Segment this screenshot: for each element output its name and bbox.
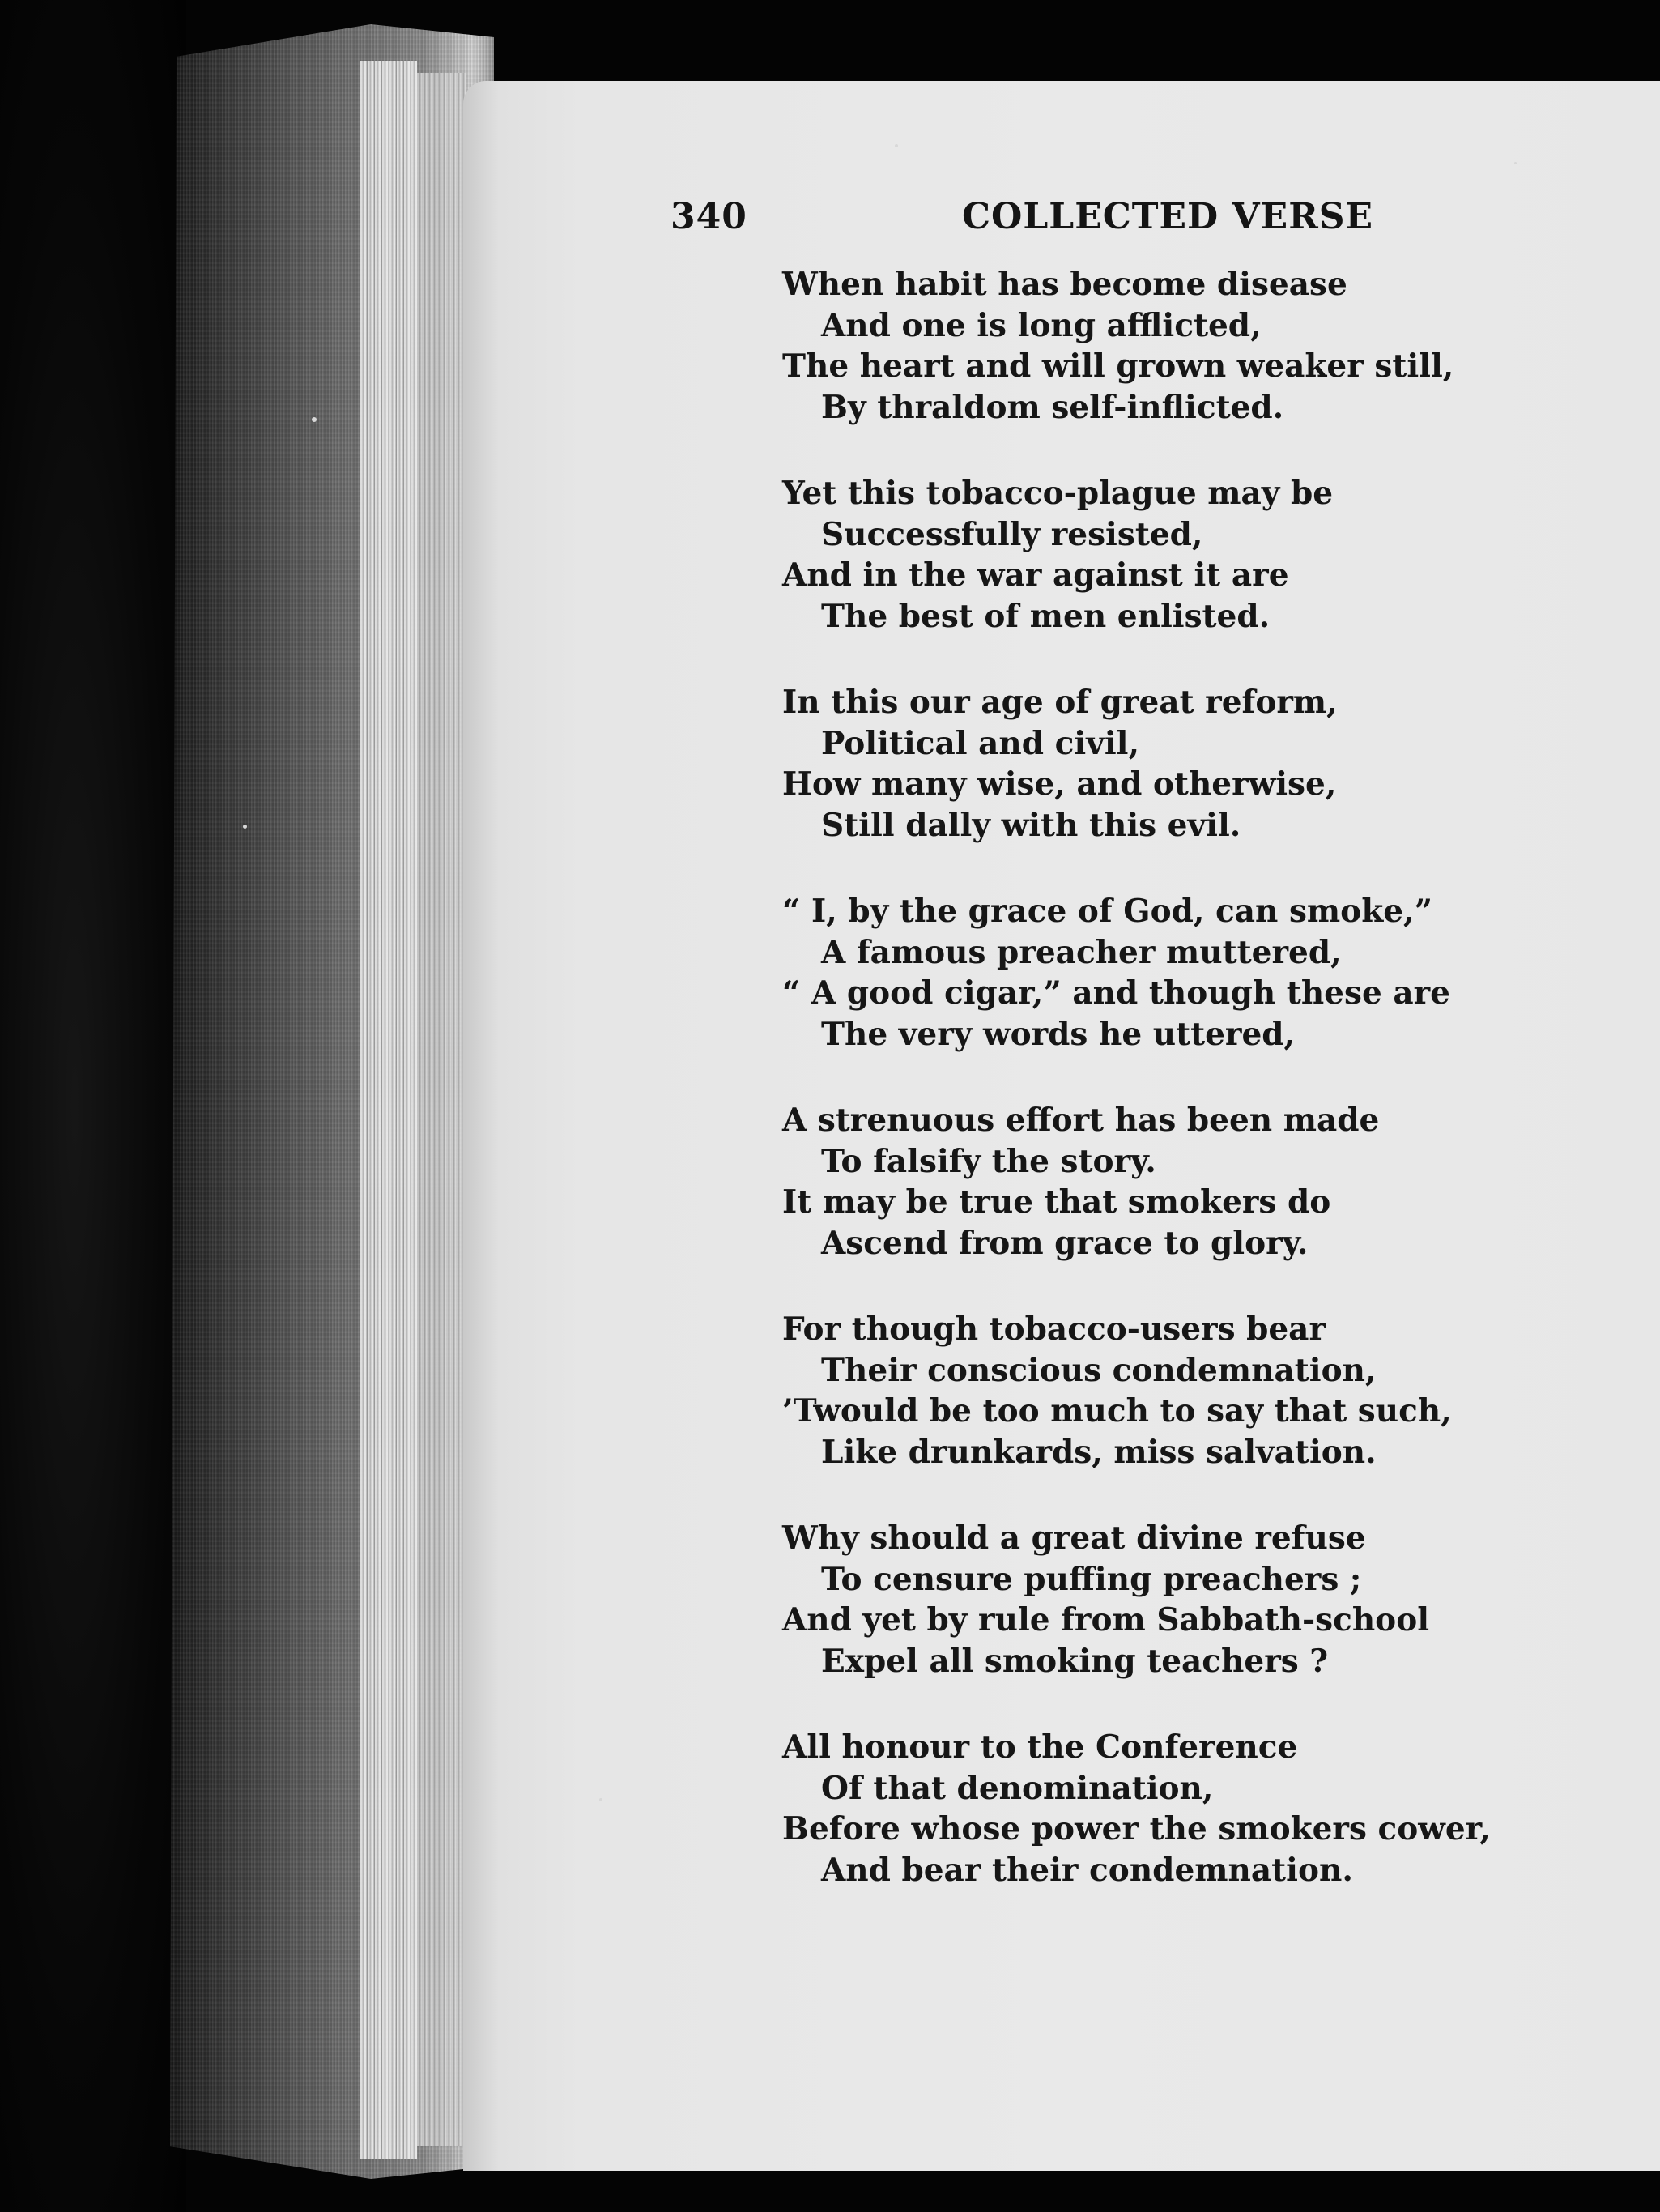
scan-speck: [895, 144, 898, 147]
page-number: 340: [670, 196, 747, 237]
stanza: [782, 682, 1592, 846]
scan-speck: [312, 417, 317, 422]
scan-speck: [243, 825, 247, 829]
scan-speck: [1514, 162, 1517, 164]
poem-line: Expel all smoking teachers ?: [821, 1642, 1329, 1680]
poem-line: And bear their condemnation.: [821, 1851, 1353, 1889]
poem-line: ’Twould be too much to say that such,: [782, 1392, 1452, 1430]
poem-line: And yet by rule from Sabbath-school: [782, 1601, 1430, 1639]
poem-line: Their conscious condemnation,: [821, 1351, 1377, 1389]
page-edges-inner: [417, 73, 466, 2146]
stanza: [782, 473, 1592, 637]
poem-body: [782, 264, 1592, 1936]
poem-line: Ascend from grace to glory.: [821, 1224, 1309, 1262]
poem-line: A famous preacher muttered,: [821, 933, 1342, 971]
poem-line: Like drunkards, miss salvation.: [821, 1433, 1377, 1471]
stanza: [782, 891, 1592, 1055]
scan-speck: [599, 1798, 602, 1801]
poem-line: For though tobacco-users bear: [782, 1311, 1326, 1348]
poem-line: The heart and will grown weaker still,: [782, 347, 1454, 385]
poem-line: To censure puffing preachers ;: [821, 1560, 1362, 1598]
poem-line: A strenuous effort has been made: [782, 1102, 1380, 1139]
poem-line: All honour to the Conference: [782, 1728, 1298, 1766]
poem-line: And one is long afflicted,: [821, 306, 1262, 344]
poem-line: The best of men enlisted.: [821, 597, 1271, 635]
poem-line: Why should a great divine refuse: [782, 1519, 1366, 1557]
poem-line: The very words he uttered,: [821, 1015, 1296, 1053]
poem-line: By thraldom self-inflicted.: [821, 388, 1284, 426]
stanza: [782, 1518, 1592, 1681]
poem-line: When habit has become disease: [782, 266, 1347, 303]
poem-line: “ I, by the grace of God, can smoke,”: [782, 893, 1433, 930]
poem-line: “ A good cigar,” and though these are: [782, 974, 1450, 1012]
poem-line: To falsify the story.: [821, 1142, 1156, 1180]
stanza: [782, 1727, 1592, 1890]
poem-line: How many wise, and otherwise,: [782, 765, 1337, 803]
running-title: COLLECTED VERSE: [962, 196, 1374, 237]
poem-line: Political and civil,: [821, 724, 1140, 762]
poem-line: Before whose power the smokers cower,: [782, 1810, 1491, 1848]
page-header: [670, 196, 1399, 253]
stanza: [782, 1309, 1592, 1473]
poem-line: Still dally with this evil.: [821, 806, 1241, 844]
stanza: [782, 1100, 1592, 1264]
dark-background: [0, 0, 186, 2212]
poem-line: And in the war against it are: [782, 556, 1289, 594]
stanza: [782, 264, 1592, 428]
poem-line: Of that denomination,: [821, 1769, 1214, 1807]
poem-line: It may be true that smokers do: [782, 1183, 1331, 1221]
poem-line: Successfully resisted,: [821, 515, 1203, 553]
poem-line: In this our age of great reform,: [782, 684, 1338, 721]
page-edges-highlight: [360, 61, 417, 2159]
poem-line: Yet this tobacco-plague may be: [782, 475, 1334, 512]
